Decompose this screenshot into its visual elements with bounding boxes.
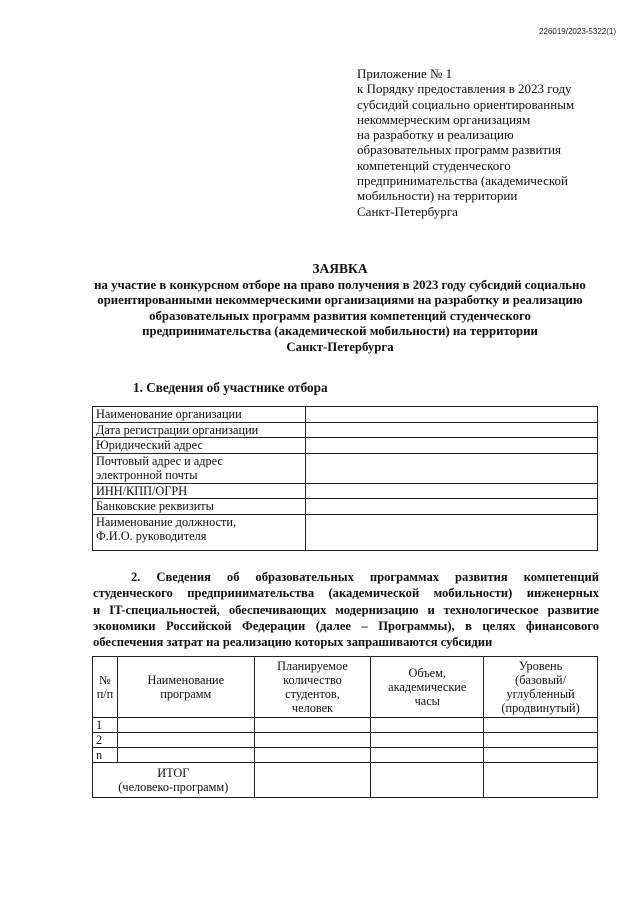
table-row bbox=[93, 499, 598, 515]
section2-line: студенческого предпринимательства (академической мобильности) инженерных bbox=[93, 586, 599, 601]
appendix-line: образовательных программ развития bbox=[357, 142, 562, 158]
appendix-header bbox=[357, 66, 617, 219]
title-line: образовательных программ развития компетенций студенческого bbox=[149, 308, 531, 323]
appendix-line: субсидий социально ориентированным bbox=[357, 96, 575, 112]
row-label: Банковские реквизиты bbox=[93, 499, 306, 515]
program-name-cell[interactable] bbox=[117, 748, 254, 763]
row-number: 1 bbox=[93, 718, 118, 733]
value-cell[interactable] bbox=[306, 438, 598, 454]
table-row bbox=[93, 483, 598, 499]
appendix-line: Приложение № 1 bbox=[357, 66, 453, 81]
appendix-line: к Порядку предоставления в 2023 году bbox=[357, 81, 572, 97]
program-name-cell[interactable] bbox=[117, 718, 254, 733]
programs-table bbox=[92, 656, 598, 798]
total-label: ИТОГ (человеко-программ) bbox=[93, 763, 255, 798]
value-cell[interactable] bbox=[306, 499, 598, 515]
title-line: предпринимательства (академической мобильности) на территории bbox=[142, 324, 538, 339]
value-cell[interactable] bbox=[306, 453, 598, 483]
table-row bbox=[93, 514, 598, 550]
hours-cell[interactable] bbox=[371, 733, 484, 748]
appendix-line: предпринимательства (академической bbox=[357, 173, 568, 189]
header-cell: Объем, академические часы bbox=[371, 657, 484, 718]
row-label: Наименование организации bbox=[93, 407, 306, 423]
row-label: Дата регистрации организации bbox=[93, 422, 306, 438]
row-label: Наименование должности, Ф.И.О. руководителя bbox=[93, 514, 306, 550]
section2-line: обеспечения затрат на реализацию которых запрашиваются субсидии bbox=[93, 635, 493, 650]
total-students-cell[interactable] bbox=[254, 763, 371, 798]
students-cell[interactable] bbox=[254, 748, 371, 763]
row-label: Юридический адрес bbox=[93, 438, 306, 454]
table-row bbox=[93, 407, 598, 423]
row-label: Почтовый адрес и адрес электронной почты bbox=[93, 453, 306, 483]
section2-line: экономики Российской Федерации (далее – Программы), в целях финансового bbox=[93, 618, 599, 633]
appendix-line: мобильности) на территории bbox=[357, 188, 518, 204]
level-cell[interactable] bbox=[484, 748, 598, 763]
title-line: ориентированными некоммерческими организациями на разработку и реализацию bbox=[97, 293, 583, 308]
header-cell: Наименование программ bbox=[117, 657, 254, 718]
hours-cell[interactable] bbox=[371, 748, 484, 763]
level-cell[interactable] bbox=[484, 733, 598, 748]
header-cell: Уровень (базовый/ углубленный (продвинутый) bbox=[484, 657, 598, 718]
section2-line: и IT-специальностей, обеспечивающих модернизацию и технологическое развитие bbox=[93, 602, 599, 617]
total-level-cell[interactable] bbox=[484, 763, 598, 798]
title-line: на участие в конкурсном отборе на право получения в 2023 году субсидий социально bbox=[94, 277, 586, 292]
program-name-cell[interactable] bbox=[117, 733, 254, 748]
value-cell[interactable] bbox=[306, 514, 598, 550]
row-number: 2 bbox=[93, 733, 118, 748]
row-label: ИНН/КПП/ОГРН bbox=[93, 483, 306, 499]
value-cell[interactable] bbox=[306, 407, 598, 423]
document-title bbox=[70, 261, 610, 356]
table-row bbox=[93, 422, 598, 438]
total-row bbox=[93, 763, 598, 798]
section2-heading bbox=[93, 569, 599, 650]
document-id: 226019/2023-5322(1) bbox=[539, 27, 616, 36]
appendix-line: некоммерческим организациям bbox=[357, 111, 531, 127]
students-cell[interactable] bbox=[254, 718, 371, 733]
students-cell[interactable] bbox=[254, 733, 371, 748]
row-number: n bbox=[93, 748, 118, 763]
title-line: Санкт-Петербурга bbox=[286, 339, 394, 354]
hours-cell[interactable] bbox=[371, 718, 484, 733]
appendix-line: на разработку и реализацию bbox=[357, 127, 514, 143]
table-row bbox=[93, 718, 598, 733]
appendix-line: Санкт-Петербурга bbox=[357, 203, 458, 219]
table-row bbox=[93, 453, 598, 483]
level-cell[interactable] bbox=[484, 718, 598, 733]
participant-info-table bbox=[92, 406, 598, 551]
table-row bbox=[93, 438, 598, 454]
section1-heading: 1. Сведения об участнике отбора bbox=[133, 380, 328, 395]
title-main: ЗАЯВКА bbox=[312, 261, 368, 276]
value-cell[interactable] bbox=[306, 422, 598, 438]
section2-line: 2. Сведения об образовательных программах развития компетенций bbox=[131, 570, 599, 584]
header-cell: № п/п bbox=[93, 657, 118, 718]
header-cell: Планируемое количество студентов, человек bbox=[254, 657, 371, 718]
table-row bbox=[93, 733, 598, 748]
value-cell[interactable] bbox=[306, 483, 598, 499]
appendix-line: компетенций студенческого bbox=[357, 157, 511, 173]
table-header-row bbox=[93, 657, 598, 718]
total-hours-cell[interactable] bbox=[371, 763, 484, 798]
table-row bbox=[93, 748, 598, 763]
